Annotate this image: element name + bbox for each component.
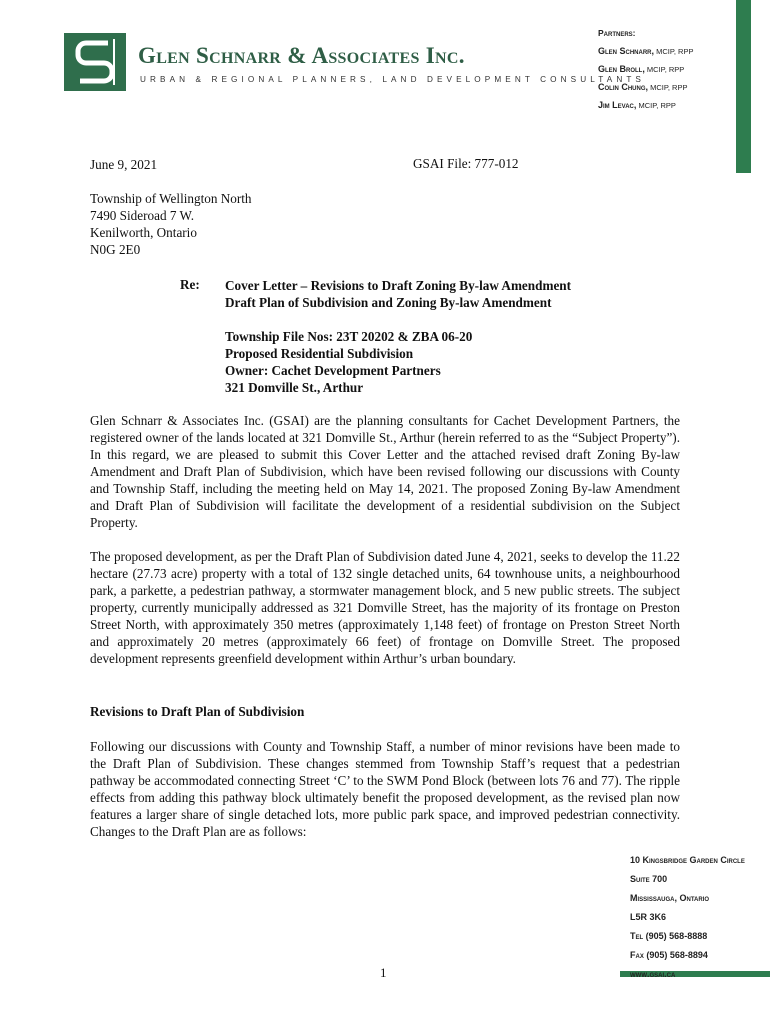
- footer-line: Fax (905) 568-8894: [630, 950, 708, 960]
- re-label: Re:: [180, 277, 200, 292]
- partners-list: [598, 28, 693, 118]
- subject-block: [225, 277, 571, 396]
- footer-line: Suite 700: [630, 874, 668, 884]
- partner-item: Glen Broll, MCIP, RPP: [598, 64, 685, 74]
- partner-item: Colin Chung, MCIP, RPP: [598, 82, 688, 92]
- subject-line: 321 Domville St., Arthur: [225, 380, 364, 395]
- office-address: [630, 851, 745, 984]
- subject-line: Draft Plan of Subdivision and Zoning By-law Amendment: [225, 295, 552, 310]
- page-number: 1: [380, 965, 387, 980]
- partner-item: Jim Levac, MCIP, RPP: [598, 100, 676, 110]
- section-heading: Revisions to Draft Plan of Subdivision: [90, 704, 305, 719]
- address-line: Kenilworth, Ontario: [90, 225, 197, 240]
- body-paragraph-1: Glen Schnarr & Associates Inc. (GSAI) are the planning consultants for Cachet Development Partners, the registered owner of the lands located at 321 Domville St., Arthur (herein referred to as the “Subject Property”). In this regard, we are pleased to submit this Cover Letter and the attached revised draft Zoning By-law Amendment and Draft Plan of Subdivision, which have been revised following our discussions with County and Township Staff, including the meeting held on May 14, 2021. The proposed Zoning By-law Amendment and Draft Plan of Subdivision will facilitate the development of a residential subdivision on the Subject Property.: [90, 413, 680, 530]
- recipient-address: [90, 190, 252, 258]
- body-paragraph-3: Following our discussions with County and Township Staff, a number of minor revisions have been made to the Draft Plan of Subdivision. These changes stemmed from Township Staff’s request that a pedestrian pathway be accommodated connecting Street ‘C’ to the SWM Pond Block (between lots 76 and 77). The ripple effects from adding this pathway block ultimately benefit the proposed development, as the revised plan now features a larger share of single detached lots, more public park space, and improved pedestrian connectivity. Changes to the Draft Plan are as follows:: [90, 739, 680, 839]
- firm-tagline: URBAN & REGIONAL PLANNERS, LAND DEVELOPMENT CONSULTANTS: [140, 75, 645, 84]
- partner-item: Glen Schnarr, MCIP, RPP: [598, 46, 694, 56]
- subject-line: Cover Letter – Revisions to Draft Zoning By-law Amendment: [225, 278, 572, 293]
- partners-heading: Partners:: [598, 28, 636, 38]
- letter-date: June 9, 2021: [90, 157, 158, 172]
- subject-line: Owner: Cachet Development Partners: [225, 363, 441, 378]
- footer-line: Tel (905) 568-8888: [630, 931, 708, 941]
- subject-line: Proposed Residential Subdivision: [225, 346, 414, 361]
- subject-line: Township File Nos: 23T 20202 & ZBA 06-20: [225, 329, 473, 344]
- body-paragraph-2: The proposed development, as per the Draft Plan of Subdivision dated June 4, 2021, seeks to develop the 11.22 hectare (27.73 acre) property with a total of 132 single detached units, 64 townhouse units, a neighbourhood park, a parkette, a pedestrian pathway, a stormwater management block, and 5 new public streets. The subject property, currently municipally addressed as 321 Domville Street, has the majority of its frontage on Preston Street North, with approximately 350 metres (approximately 1,148 feet) of frontage on Preston Street North and approximately 20 metres (approximately 66 feet) of frontage on Domville Street. The proposed development represents greenfield development within Arthur’s urban boundary.: [90, 549, 680, 666]
- address-line: 7490 Sideroad 7 W.: [90, 208, 195, 223]
- footer-line: L5R 3K6: [630, 912, 667, 922]
- address-line: Township of Wellington North: [90, 191, 252, 206]
- file-reference: GSAI File: 777-012: [413, 156, 519, 171]
- footer-line: 10 Kingsbridge Garden Circle: [630, 855, 745, 865]
- gsai-logo-icon: [64, 33, 126, 91]
- footer-line: www.gsai.ca: [630, 969, 676, 979]
- brand-side-bar: [736, 0, 751, 173]
- footer-line: Mississauga, Ontario: [630, 893, 710, 903]
- address-line: N0G 2E0: [90, 242, 141, 257]
- firm-name: Glen Schnarr & Associates Inc.: [138, 43, 465, 68]
